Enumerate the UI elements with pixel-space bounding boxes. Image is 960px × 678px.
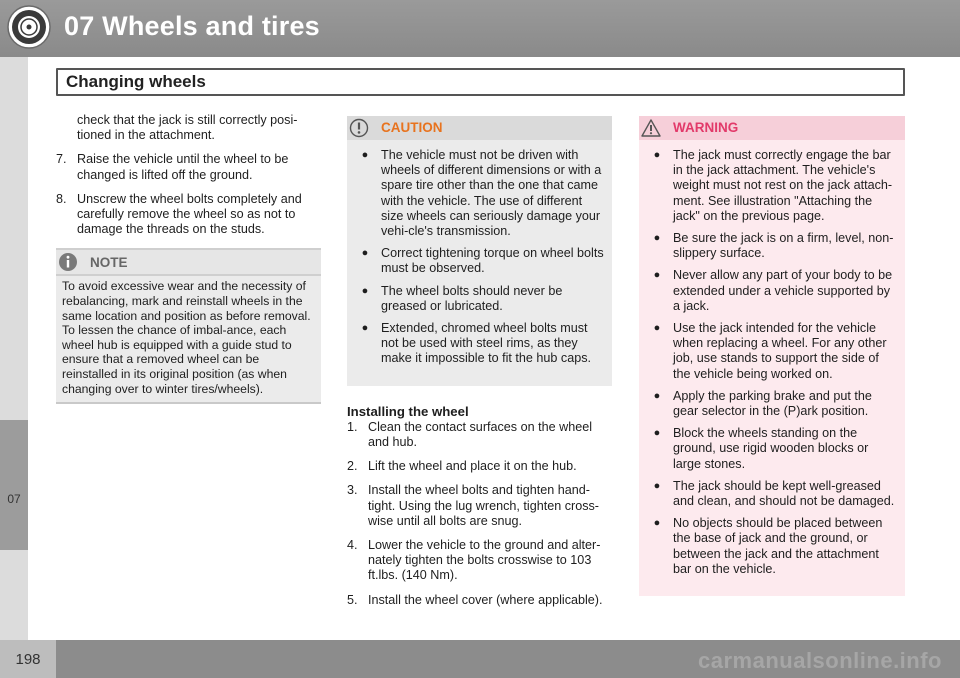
list-item <box>347 538 612 584</box>
warning-text: The jack must correctly engage the bar in the jack attachment. The vehicle's weight must not rest on the jack attach-ment. See illustration "Attaching the jack" on the previous page. <box>673 148 893 223</box>
bullet-icon: ● <box>653 389 661 402</box>
list-item <box>56 192 321 238</box>
steps-list <box>56 152 321 237</box>
step-number: 1. <box>347 419 358 434</box>
list-item <box>349 148 606 239</box>
caution-text: The vehicle must not be driven with wheels of different dimensions or with a spare tire other than the one that came with the vehicle. The use of different size wheels can seriously damage your vehi-cle's transmission. <box>381 148 602 239</box>
step-number: 3. <box>347 483 358 498</box>
list-item <box>349 284 606 314</box>
bullet-icon: ● <box>653 232 661 245</box>
wheel-tire-icon <box>6 4 52 50</box>
list-item <box>56 152 321 182</box>
warning-text: The jack should be kept well-greased and clean, and should not be damaged. <box>673 478 895 509</box>
list-item <box>641 389 899 419</box>
step-text: Lift the wheel and place it on the hub. <box>368 459 577 474</box>
list-item <box>641 231 899 261</box>
warning-text: Apply the parking brake and put the gear selector in the (P)ark position. <box>673 388 872 419</box>
step-text: Unscrew the wheel bolts completely and carefully remove the wheel so as not to damage the threads on the studs. <box>77 191 302 237</box>
warning-text: Never allow any part of your body to be extended under a vehicle supported by a jack. <box>673 268 893 313</box>
caution-header <box>347 116 612 140</box>
list-item <box>347 483 612 529</box>
bullet-icon: ● <box>653 322 661 335</box>
note-header <box>56 250 321 276</box>
step-text: Clean the contact surfaces on the wheel and hub. <box>368 419 593 450</box>
step-text: Install the wheel cover (where applicable). <box>368 592 603 607</box>
info-icon <box>58 252 78 272</box>
caution-box <box>347 116 612 386</box>
warning-text: Be sure the jack is on a firm, level, non-slippery surface. <box>673 231 894 261</box>
caution-icon <box>349 118 369 138</box>
bullet-icon: ● <box>361 247 369 260</box>
list-item <box>641 148 899 224</box>
caution-text: Correct tightening torque on wheel bolts must be observed. <box>381 246 604 276</box>
installing-heading: Installing the wheel <box>347 403 469 419</box>
bullet-icon: ● <box>653 479 661 492</box>
caution-list <box>347 140 612 367</box>
watermark: carmanualsonline.info <box>698 648 942 673</box>
continued-step-text: check that the jack is still correctly posi-tioned in the attachment. <box>77 113 298 143</box>
list-item <box>347 459 612 474</box>
step-number: 7. <box>56 152 67 167</box>
warning-text: No objects should be placed between the base of jack and the ground, or between the jack and the attachment bar on the vehicle. <box>673 516 883 576</box>
warning-text: Use the jack intended for the vehicle when replacing a wheel. For any other job, use stands to support the side of the vehicle being worked on. <box>673 321 887 381</box>
side-band <box>0 57 28 640</box>
note-text: To avoid excessive wear and the necessity of rebalancing, mark and reinstall wheels in the same location and position as before removal. To lessen the chance of imbal-ance, each wheel hub is equipped with a guide stud to ensure that a removed wheel can be reinstalled in its original position (as when changing over to winter tires/wheels). <box>62 279 311 396</box>
caution-text: The wheel bolts should never be greased or lubricated. <box>381 283 563 313</box>
list-item <box>641 516 899 577</box>
page-number: 198 <box>0 640 56 678</box>
column-right <box>639 116 905 596</box>
step-number: 4. <box>347 538 358 553</box>
chapter-tab-label: 07 <box>7 492 21 506</box>
caution-title: CAUTION <box>381 120 443 136</box>
list-item <box>641 268 899 314</box>
list-item <box>641 321 899 382</box>
bullet-icon: ● <box>361 322 369 335</box>
step-text: Install the wheel bolts and tighten hand-tight. Using the lug wrench, tighten cross-wise until all bolts are snug. <box>368 483 599 528</box>
column-left <box>56 113 321 404</box>
section-bar <box>56 68 905 96</box>
page-footer <box>0 640 960 678</box>
warning-text: Block the wheels standing on the ground, use rigid wooden blocks or large stones. <box>673 426 869 471</box>
warning-box <box>639 116 905 596</box>
note-title: NOTE <box>90 254 128 270</box>
warning-header <box>639 116 905 140</box>
note-box <box>56 248 321 404</box>
list-item <box>641 479 899 509</box>
column-middle <box>347 116 612 617</box>
caution-text: Extended, chromed wheel bolts must not be used with steel rims, as they make it impossible to fit the hub caps. <box>381 321 591 366</box>
chapter-header <box>0 0 960 57</box>
step-text: Raise the vehicle until the wheel to be changed is lifted off the ground. <box>77 152 289 182</box>
step-number: 2. <box>347 459 358 474</box>
installing-steps-list <box>347 420 612 608</box>
list-item <box>347 593 612 608</box>
chapter-title: 07 Wheels and tires <box>64 11 320 41</box>
warning-triangle-icon <box>641 118 661 138</box>
step-number: 5. <box>347 592 358 607</box>
bullet-icon: ● <box>653 149 661 161</box>
bullet-icon: ● <box>361 149 369 161</box>
bullet-icon: ● <box>361 284 369 297</box>
bullet-icon: ● <box>653 517 661 530</box>
warning-title: WARNING <box>673 120 739 136</box>
list-item <box>347 420 612 450</box>
list-item <box>349 246 606 276</box>
step-number: 8. <box>56 191 67 206</box>
section-title: Changing wheels <box>66 72 206 91</box>
chapter-tab <box>0 420 28 550</box>
bullet-icon: ● <box>653 427 661 440</box>
list-item <box>641 426 899 472</box>
list-item <box>349 321 606 367</box>
warning-list <box>639 140 905 577</box>
bullet-icon: ● <box>653 269 661 282</box>
step-text: Lower the vehicle to the ground and alter-nately tighten the bolts crosswise to 103 ft.lbs. (140 Nm). <box>368 538 601 583</box>
